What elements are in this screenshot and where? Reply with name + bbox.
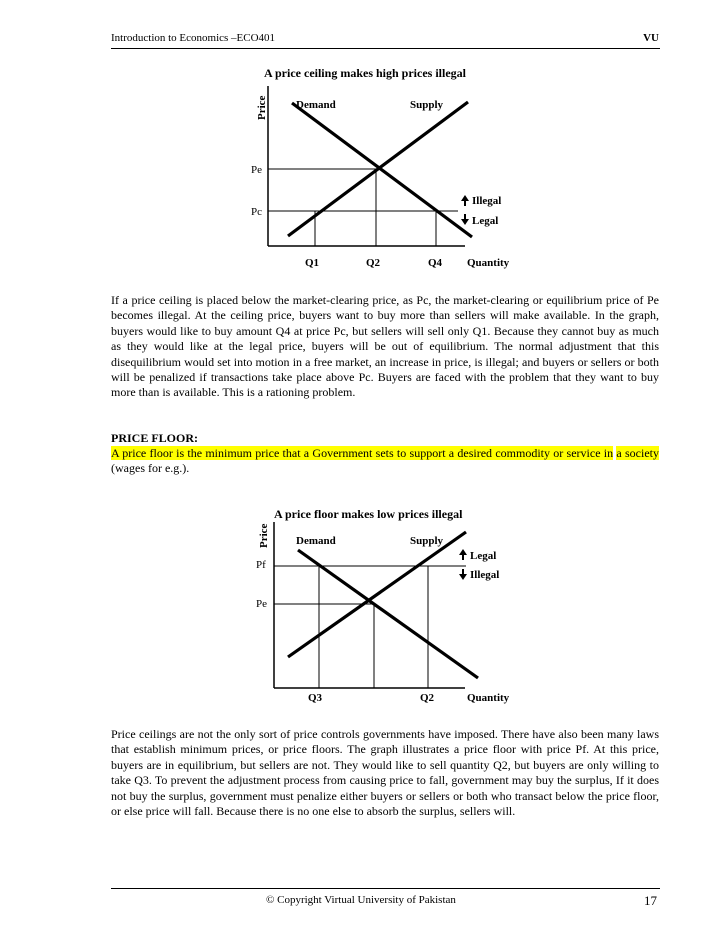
- demand-label: Demand: [296, 535, 336, 547]
- supply-label: Supply: [410, 99, 444, 111]
- q1-label: Q1: [305, 257, 320, 269]
- text-line: buyers are only willing to take Q3. To prevent the adjustment process from causing price to fall,: [111, 757, 660, 788]
- q2-label: Q2: [366, 257, 381, 269]
- page-header: [111, 32, 659, 48]
- highlighted-text: A price floor is the minimum price that a Government sets to support a desired commodity or service in: [111, 446, 614, 460]
- y-axis-label: Price: [258, 523, 270, 548]
- definition-suffix: (wages for e.g.).: [111, 461, 190, 476]
- q2-label: Q2: [420, 692, 435, 704]
- floor-paragraph: [111, 727, 659, 819]
- text-line: equilibrium. The normal adjustment that this disequilibrium would set into motion in a free market, an: [111, 339, 659, 369]
- price-floor-definition: [111, 446, 659, 477]
- q3-label: Q3: [308, 692, 323, 704]
- copyright-text: © Copyright Virtual University of Pakistan: [266, 894, 456, 906]
- ceiling-paragraph: [111, 293, 659, 401]
- legend-illegal: Illegal: [472, 195, 502, 207]
- text-line: Because they cannot buy as much as they would like at the legal price, buyers will be out of: [111, 323, 660, 354]
- chart-title: A price floor makes low prices illegal: [274, 507, 463, 521]
- pc-label: Pc: [251, 206, 262, 218]
- course-title: Introduction to Economics –ECO401: [111, 32, 276, 44]
- legend-legal: Legal: [472, 215, 499, 227]
- price-floor-chart: [240, 500, 530, 710]
- up-arrow-icon: [459, 549, 467, 560]
- text-line: many laws that establish minimum prices, or price floors. The graph illustrates a price floor with price: [111, 727, 660, 757]
- institution-short-name: VU: [643, 32, 659, 44]
- legend-legal: Legal: [470, 550, 497, 562]
- y-axis-label: Price: [256, 95, 268, 120]
- up-arrow-icon: [461, 195, 469, 206]
- legend-illegal: Illegal: [470, 569, 500, 581]
- supply-label: Supply: [410, 535, 444, 547]
- footer-rule: [111, 888, 660, 889]
- text-line: price of Pe becomes illegal. At the ceiling price, buyers want to buy more than sellers will make: [111, 293, 660, 323]
- text-line: or sellers or both who transact below the price floor, or else price will fall. Because there is no one else: [111, 788, 660, 819]
- text-line: government may buy the surplus, If it does not buy the surplus, government must penalize either buyers: [111, 773, 660, 803]
- chart-title: A price ceiling makes high prices illegal: [264, 66, 466, 80]
- supply-curve: [288, 532, 466, 657]
- demand-curve: [298, 550, 478, 678]
- text-line: above Pc. Buyers are faced with the problem that they want to buy more than is available. This is a: [111, 370, 659, 400]
- text-line: rationing problem.: [266, 385, 356, 400]
- text-line: If a price ceiling is placed below the market-clearing price, as Pc, the market-clearing or equilibrium: [111, 293, 603, 307]
- text-line: Pf. At this price, buyers are in equilibrium, but sellers are not. They would like to sell quantity Q2, but: [111, 742, 660, 772]
- price-floor-heading: PRICE FLOOR:: [111, 431, 198, 445]
- price-ceiling-chart: [240, 60, 530, 272]
- page-number: 17: [644, 893, 657, 908]
- demand-label: Demand: [296, 99, 336, 111]
- highlighted-text: a society: [616, 446, 659, 460]
- pf-label: Pf: [256, 559, 266, 571]
- text-line: to absorb the surplus, sellers will.: [354, 804, 516, 819]
- text-line: increase in price, is illegal; and buyers or sellers or both will be penalized if transactions take place: [111, 354, 659, 385]
- pe-label: Pe: [256, 598, 267, 610]
- down-arrow-icon: [461, 214, 469, 225]
- text-line: Price ceilings are not the only sort of price controls governments have imposed. There have also been: [111, 727, 604, 741]
- pe-label: Pe: [251, 164, 262, 176]
- x-axis-label: Quantity: [467, 257, 510, 269]
- q4-label: Q4: [428, 257, 443, 269]
- down-arrow-icon: [459, 569, 467, 580]
- text-line: available. In the graph, buyers would like to buy amount Q4 at price Pc, but sellers will sell only Q1.: [111, 308, 659, 338]
- header-rule: [111, 48, 660, 49]
- demand-curve: [292, 103, 472, 237]
- x-axis-label: Quantity: [467, 692, 510, 704]
